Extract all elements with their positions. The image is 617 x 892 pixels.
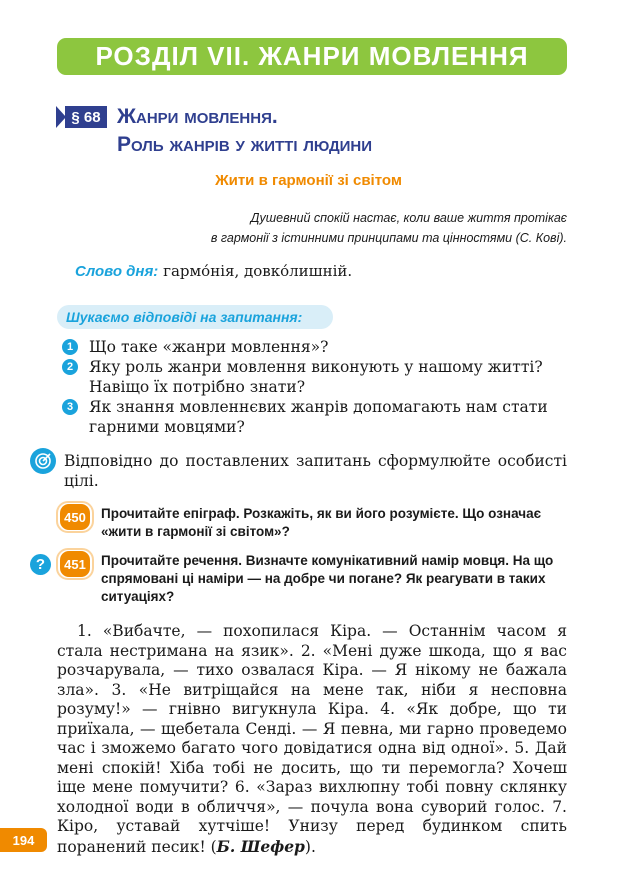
section-number: § 68 [65, 106, 107, 128]
section-title-line1: Жанри мовлення. [117, 105, 278, 128]
question-text: Що таке «жанри мовлення»? [89, 338, 329, 356]
sentences-text: 1. «Вибачте, — похопилася Кіра. — Останнім часом я стала нестримана на язик». 2. «Мені дуже шкода, що я вас розчарувала, — тихо озвалася Кіра. — Я нікому не бажала зла». 3. «Не витріщайся на мене так, ніби я несповна розуму!» — гнівно вигукнула Кіра. 4. «Як добре, що ти приїхала, — щебетала Сенді. — Я певна, ми гарно проведемо час і зможемо багато чого довідатися одна від одної». 5. Дай мені спокій! Хіба тобі не досить, що ти перемогла? Хочеш іще мене помучити? 6. «Зараз вихлюпну тобі повну склянку холодної води в обличчя», — почула вона суворий голос. 7. Кіро, уставай хутчіше! Унизу перед будинком спить поранений песик! ( [57, 622, 567, 856]
word-of-day [75, 262, 352, 280]
lesson-subtitle: Жити в гармонії зі світом [215, 172, 402, 189]
section-badge [56, 106, 106, 128]
page-number: 194 [0, 828, 47, 852]
word-of-day-words: гармо́нія, довко́лишній. [163, 262, 353, 280]
epigraph-line2: в гармонії з істинними принципами та цінностями (С. Кові). [210, 231, 567, 245]
list-item [62, 337, 567, 357]
questions-heading [57, 305, 333, 329]
source-author: Б. Шефер [216, 836, 305, 856]
number-1-icon: 1 [62, 339, 78, 355]
list-item [62, 397, 567, 437]
chapter-banner [57, 38, 567, 75]
list-item [62, 357, 567, 397]
number-2-icon: 2 [62, 359, 78, 375]
question-text: Яку роль жанри мовлення виконують у нашому житті? Навіщо їх потрібно знати? [89, 358, 543, 396]
sentences-tail: ). [304, 837, 316, 856]
epigraph-line1: Душевний спокій настає, коли ваше життя протікає [250, 211, 567, 225]
questions-list [62, 337, 567, 437]
word-of-day-label: Слово дня: [75, 263, 159, 280]
epigraph [211, 208, 567, 248]
chapter-title: РОЗДІЛ VII. ЖАНРИ МОВЛЕННЯ [95, 41, 529, 71]
goal-text: Відповідно до поставлених запитань сформулюйте особисті цілі. [64, 452, 567, 490]
question-mark-icon: ? [30, 554, 51, 575]
section-title-line2: Роль жанрів у житті людини [117, 133, 373, 156]
exercise-sentences [57, 622, 567, 857]
exercise-number-badge: 450 [60, 504, 90, 530]
number-3-icon: 3 [62, 399, 78, 415]
questions-heading-text: Шукаємо відповіді на запитання: [66, 309, 303, 325]
question-text: Як знання мовленнєвих жанрів допомагають нам стати гарними мовцями? [89, 398, 548, 436]
target-goal-icon [30, 448, 56, 474]
section-title [117, 103, 372, 159]
exercise-number-badge: 451 [60, 551, 90, 577]
exercise-text: Прочитайте речення. Визначте комунікативний намір мовця. На що спрямовані ці наміри — на добре чи погане? Як реагувати в таких ситуаціях? [101, 553, 554, 604]
exercise-text: Прочитайте епіграф. Розкажіть, як ви його розумієте. Що означає «жити в гармонії зі світом»? [101, 506, 542, 539]
